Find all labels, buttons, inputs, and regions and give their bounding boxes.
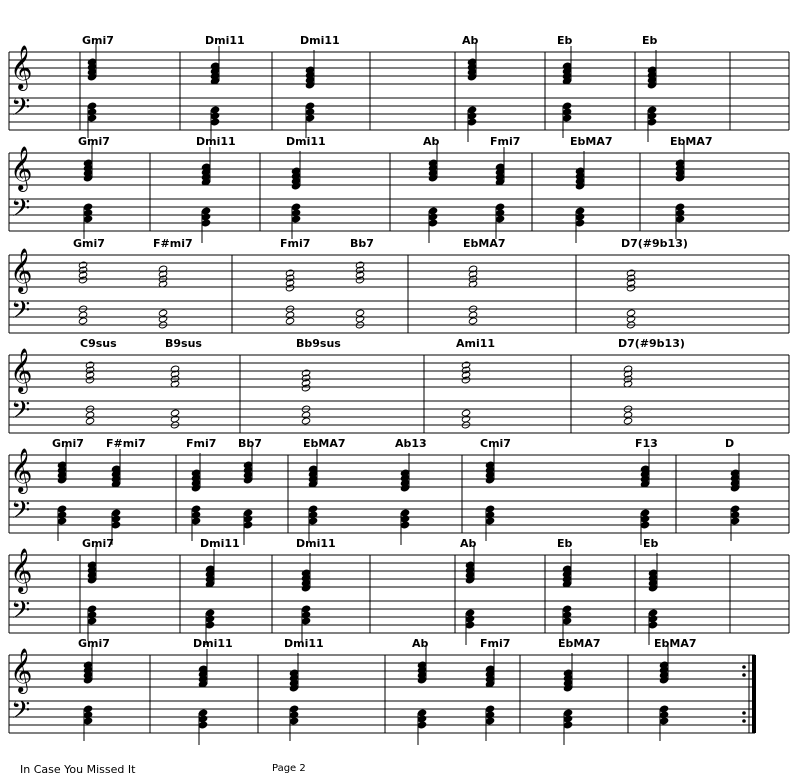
chord-symbol: Gmi7 — [52, 437, 84, 450]
chord-symbol: Dmi11 — [193, 637, 233, 650]
bass-notehead — [198, 721, 207, 729]
bass-clef-icon: 𝄢 — [11, 696, 31, 731]
chord-symbol: Bb7 — [350, 237, 374, 250]
system-7 — [9, 637, 756, 745]
chord-symbol: Ab — [423, 135, 440, 148]
system-3 — [9, 237, 789, 333]
chord-symbol: D — [725, 437, 735, 450]
bass-notehead — [730, 517, 739, 525]
bass-notehead — [83, 717, 92, 725]
repeat-dot — [742, 719, 746, 723]
chord-symbol: EbMA7 — [570, 135, 613, 148]
chord-symbol: Dmi11 — [296, 537, 336, 550]
chord-symbol: Bb9sus — [296, 337, 341, 350]
bass-notehead — [648, 621, 657, 629]
chord-symbol: EbMA7 — [303, 437, 346, 450]
bass-notehead — [428, 219, 437, 227]
treble-clef-icon: 𝄞 — [10, 146, 33, 190]
bass-notehead — [57, 517, 66, 525]
treble-clef-icon: 𝄞 — [10, 45, 33, 89]
chord-symbol: EbMA7 — [670, 135, 713, 148]
bass-notehead — [87, 114, 96, 122]
chord-symbol: Cmi7 — [480, 437, 511, 450]
bass-notehead — [210, 118, 219, 126]
bass-notehead — [87, 617, 96, 625]
system-2 — [9, 135, 789, 243]
bass-notehead — [111, 521, 120, 529]
chord-symbol: Dmi11 — [200, 537, 240, 550]
repeat-dot — [742, 673, 746, 677]
chord-symbol: B9sus — [165, 337, 202, 350]
bass-notehead — [201, 219, 210, 227]
bass-clef-icon: 𝄢 — [11, 596, 31, 631]
bass-notehead — [467, 118, 476, 126]
bass-notehead — [301, 417, 310, 425]
bass-notehead — [83, 215, 92, 223]
bass-clef-icon: 𝄢 — [11, 194, 31, 229]
bass-notehead — [647, 118, 656, 126]
bass-clef-icon: 𝄢 — [11, 296, 31, 331]
chord-symbol: Fmi7 — [186, 437, 217, 450]
chord-symbol: EbMA7 — [463, 237, 506, 250]
treble-clef-icon: 𝄞 — [10, 548, 33, 592]
bass-notehead — [243, 521, 252, 529]
chord-symbol: Dmi11 — [284, 637, 324, 650]
bass-notehead — [659, 717, 668, 725]
bass-notehead — [485, 517, 494, 525]
chord-symbol: Fmi7 — [280, 237, 311, 250]
system-5 — [9, 437, 789, 545]
chord-symbol: Ab — [460, 537, 477, 550]
bass-notehead — [289, 717, 298, 725]
bass-notehead — [468, 317, 477, 325]
chord-symbol: Dmi11 — [196, 135, 236, 148]
chord-symbol: F13 — [635, 437, 658, 450]
repeat-dot — [742, 711, 746, 715]
chord-symbol: Dmi11 — [205, 34, 245, 47]
chord-symbol: D7(#9b13) — [621, 237, 688, 250]
bass-notehead — [400, 521, 409, 529]
bass-notehead — [205, 621, 214, 629]
chord-symbol: Bb7 — [238, 437, 262, 450]
chord-symbol: Dmi11 — [300, 34, 340, 47]
bass-notehead — [495, 215, 504, 223]
bass-notehead — [485, 717, 494, 725]
chord-symbol: EbMA7 — [558, 637, 601, 650]
chord-symbol: Eb — [643, 537, 659, 550]
chord-symbol: Eb — [557, 537, 573, 550]
chord-symbol: Fmi7 — [490, 135, 521, 148]
final-barline-thick — [752, 655, 756, 733]
bass-notehead — [85, 417, 94, 425]
treble-clef-icon: 𝄞 — [10, 448, 33, 492]
treble-clef-icon: 𝄞 — [10, 648, 33, 692]
bass-notehead — [562, 114, 571, 122]
system-1 — [9, 34, 789, 142]
bass-notehead — [562, 617, 571, 625]
chord-symbol: Gmi7 — [73, 237, 105, 250]
bass-notehead — [417, 721, 426, 729]
chord-symbol: Ami11 — [456, 337, 496, 350]
system-4 — [9, 337, 789, 433]
bass-clef-icon: 𝄢 — [11, 93, 31, 128]
chord-symbol: Fmi7 — [480, 637, 511, 650]
chord-symbol: Gmi7 — [82, 537, 114, 550]
system-6 — [9, 537, 789, 645]
bass-notehead — [291, 215, 300, 223]
chord-symbol: F#mi7 — [153, 237, 193, 250]
bass-notehead — [305, 114, 314, 122]
bass-notehead — [623, 417, 632, 425]
chord-symbol: Eb — [557, 34, 573, 47]
bass-notehead — [285, 317, 294, 325]
chord-symbol: Eb — [642, 34, 658, 47]
bass-notehead — [563, 721, 572, 729]
bass-notehead — [191, 517, 200, 525]
chord-symbol: Ab — [412, 637, 429, 650]
chord-symbol: D7(#9b13) — [618, 337, 685, 350]
bass-notehead — [78, 317, 87, 325]
repeat-dot — [742, 665, 746, 669]
bass-notehead — [575, 219, 584, 227]
chord-symbol: F#mi7 — [106, 437, 146, 450]
page-number: Page 2 — [272, 763, 306, 774]
chord-symbol: Dmi11 — [286, 135, 326, 148]
bass-notehead — [640, 521, 649, 529]
chord-symbol: Gmi7 — [78, 637, 110, 650]
bass-clef-icon: 𝄢 — [11, 396, 31, 431]
bass-clef-icon: 𝄢 — [11, 496, 31, 531]
chord-symbol: EbMA7 — [654, 637, 697, 650]
footer-title: In Case You Missed It — [20, 763, 136, 776]
bass-notehead — [308, 517, 317, 525]
treble-clef-icon: 𝄞 — [10, 248, 33, 292]
bass-notehead — [301, 617, 310, 625]
treble-clef-icon: 𝄞 — [10, 348, 33, 392]
bass-notehead — [675, 215, 684, 223]
chord-symbol: Gmi7 — [82, 34, 114, 47]
chord-symbol: Gmi7 — [78, 135, 110, 148]
chord-symbol: Ab — [462, 34, 479, 47]
chord-symbol: C9sus — [80, 337, 117, 350]
chord-symbol: Ab13 — [395, 437, 427, 450]
bass-notehead — [465, 621, 474, 629]
